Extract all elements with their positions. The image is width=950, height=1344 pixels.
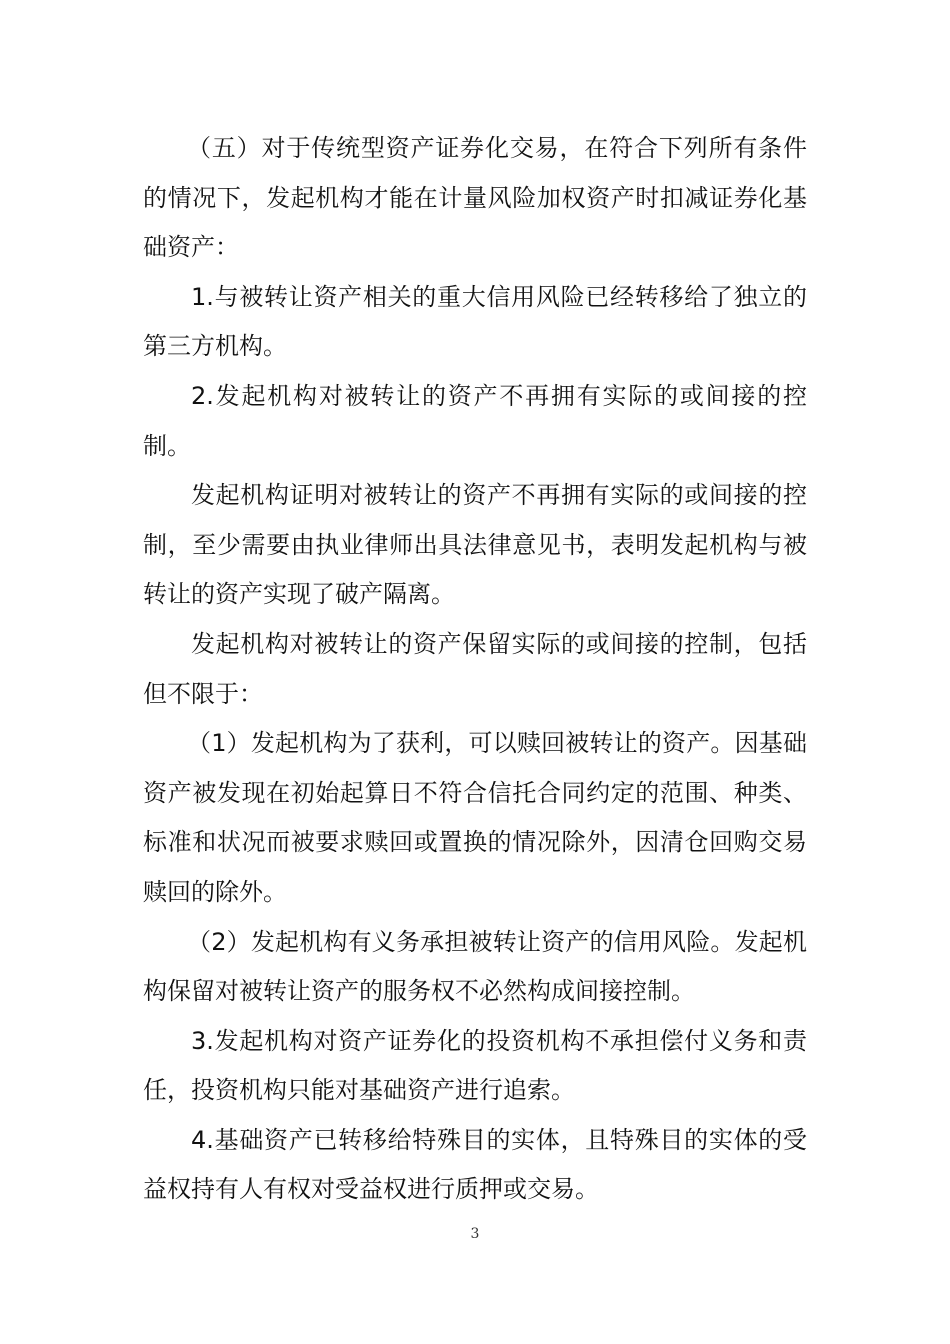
paragraph-conditions-intro: （五）对于传统型资产证券化交易，在符合下列所有条件的情况下，发起机构才能在计量风险加权资产时扣减证券化基础资产： [143, 134, 807, 262]
paragraph-control-retained: 发起机构对被转让的资产保留实际的或间接的控制，包括但不限于： [143, 629, 807, 708]
paragraph-condition-3: 3.发起机构对资产证券化的投资机构不承担偿付义务和责任，投资机构只能对基础资产进行追索。 [143, 1026, 807, 1105]
paragraph-condition-1: 1.与被转让资产相关的重大信用风险已经转移给了独立的第三方机构。 [143, 282, 807, 361]
paragraph-item-1: （1）发起机构为了获利，可以赎回被转让的资产。因基础资产被发现在初始起算日不符合信托合同约定的范围、种类、标准和状况而被要求赎回或置换的情况除外，因清仓回购交易赎回的除外。 [143, 729, 807, 906]
page-number: 3 [470, 1226, 480, 1242]
paragraph-condition-2: 2.发起机构对被转让的资产不再拥有实际的或间接的控制。 [143, 381, 807, 460]
document-body [143, 124, 807, 1215]
paragraph-condition-4: 4.基础资产已转移给特殊目的实体，且特殊目的实体的受益权持有人有权对受益权进行质押或交易。 [143, 1125, 807, 1204]
paragraph-item-2: （2）发起机构有义务承担被转让资产的信用风险。发起机构保留对被转让资产的服务权不必然构成间接控制。 [143, 927, 807, 1006]
paragraph-control-proof: 发起机构证明对被转让的资产不再拥有实际的或间接的控制，至少需要由执业律师出具法律意见书，表明发起机构与被转让的资产实现了破产隔离。 [143, 481, 807, 609]
